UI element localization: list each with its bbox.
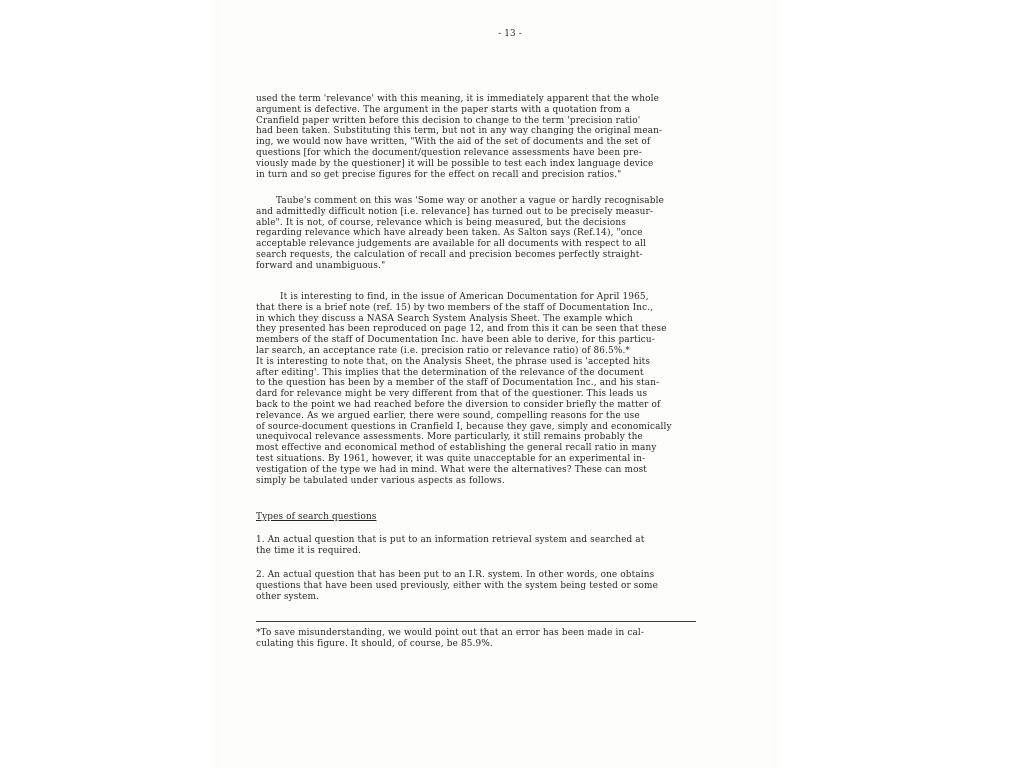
- text-line: It is interesting to note that, on the Analysis Sheet, the phrase used is 'accepted hits: [256, 356, 651, 367]
- text-line: and admittedly difficult notion [i.e. relevance] has turned out to be precisely measur-: [256, 206, 654, 217]
- text-line: other system.: [256, 591, 320, 602]
- list-item: [256, 570, 714, 602]
- list-item: [256, 535, 714, 557]
- paragraph-relevance-argument: [256, 94, 714, 180]
- text-line: *To save misunderstanding, we would point out that an error has been made in cal-: [256, 628, 645, 638]
- text-line: had been taken. Substituting this term, but not in any way changing the original mean-: [256, 126, 663, 137]
- text-line: acceptable relevance judgements are available for all documents with respect to all: [256, 239, 646, 250]
- text-line: members of the staff of Documentation Inc. have been able to derive, for this particu-: [256, 335, 655, 346]
- section-heading: Types of search questions: [256, 512, 377, 522]
- text-line: lar search, an acceptance rate (i.e. precision ratio or relevance ratio) of 86.5%.*: [256, 345, 630, 356]
- paragraph-nasa-analysis: [256, 292, 714, 486]
- text-line: Taube's comment on this was 'Some way or another a vague or hardly recognisable: [276, 196, 664, 206]
- text-line: argument is defective. The argument in the paper starts with a quotation from a: [256, 104, 631, 115]
- text-line: It is interesting to find, in the issue of American Documentation for April 1965,: [280, 292, 649, 302]
- footnote-divider: [256, 621, 696, 622]
- text-line: 1. An actual question that is put to an information retrieval system and searched at: [256, 535, 645, 545]
- text-line: questions [for which the document/question relevance assessments have been pre-: [256, 147, 642, 158]
- text-line: viously made by the questioner] it will be possible to test each index language device: [256, 158, 654, 169]
- text-line: to the question has been by a member of the staff of Documentation Inc., and his stan-: [256, 378, 660, 389]
- text-line: test situations. By 1961, however, it was quite unacceptable for an experimental in-: [256, 453, 646, 464]
- text-line: in which they discuss a NASA Search System Analysis Sheet. The example which: [256, 313, 633, 324]
- text-line: most effective and economical method of establishing the general recall ratio in many: [256, 443, 657, 454]
- text-line: after editing'. This implies that the determination of the relevance of the document: [256, 367, 644, 378]
- text-line: questions that have been used previously, either with the system being tested or some: [256, 580, 658, 591]
- text-line: forward and unambiguous.": [256, 260, 386, 271]
- text-line: that there is a brief note (ref. 15) by two members of the staff of Documentation Inc.,: [256, 302, 654, 313]
- text-line: used the term 'relevance' with this meaning, it is immediately apparent that the whole: [256, 94, 659, 104]
- footnote: [256, 628, 714, 650]
- paragraph-taube-comment: [256, 196, 714, 272]
- text-line: Cranfield paper written before this decision to change to the term 'precision ratio': [256, 115, 641, 126]
- text-line: 2. An actual question that has been put to an I.R. system. In other words, one obtains: [256, 570, 655, 580]
- text-line: culating this figure. It should, of course, be 85.9%.: [256, 638, 493, 649]
- document-page: [218, 0, 774, 768]
- text-line: in turn and so get precise figures for the effect on recall and precision ratios.": [256, 169, 622, 180]
- text-line: unequivocal relevance assessments. More particularly, it still remains probably the: [256, 432, 643, 443]
- text-line: relevance. As we argued earlier, there were sound, compelling reasons for the use: [256, 410, 640, 421]
- text-line: they presented has been reproduced on page 12, and from this it can be seen that these: [256, 324, 667, 335]
- page-number: - 13 -: [498, 29, 522, 39]
- text-line: of source-document questions in Cranfield I, because they gave, simply and economically: [256, 421, 672, 432]
- text-line: vestigation of the type we had in mind. What were the alternatives? These can most: [256, 464, 648, 475]
- text-line: back to the point we had reached before the diversion to consider briefly the matter of: [256, 399, 661, 410]
- text-line: ing, we would now have written, "With the aid of the set of documents and the set of: [256, 137, 651, 148]
- text-line: simply be tabulated under various aspects as follows.: [256, 475, 505, 486]
- text-line: search requests, the calculation of recall and precision becomes perfectly straight-: [256, 249, 643, 260]
- text-line: the time it is required.: [256, 545, 362, 556]
- text-line: able". It is not, of course, relevance which is being measured, but the decisions: [256, 217, 626, 228]
- text-line: regarding relevance which have already been taken. As Salton says (Ref.14), "once: [256, 228, 643, 239]
- text-line: dard for relevance might be very different from that of the questioner. This leads us: [256, 389, 648, 400]
